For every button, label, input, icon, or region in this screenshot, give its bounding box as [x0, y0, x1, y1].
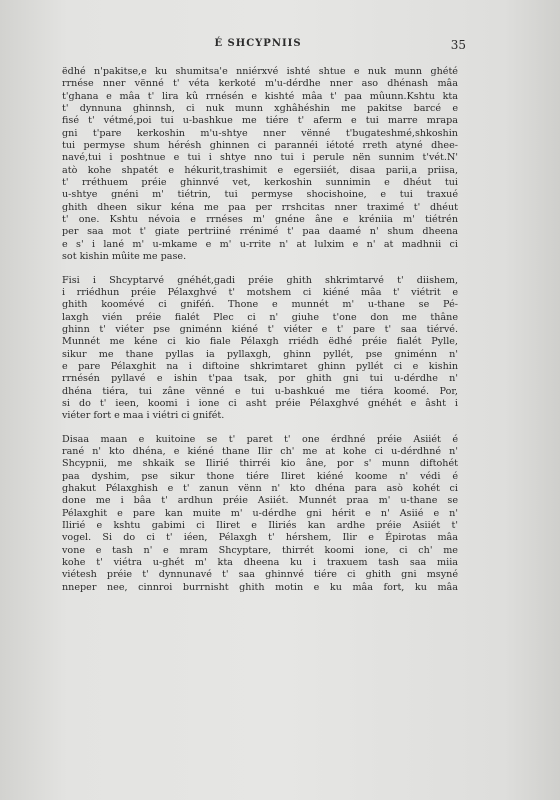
page-header — [58, 38, 466, 54]
text-line: i rriédhun préie Pélaxghvé t' motshem ci kiéné mâa t' viétrit e — [62, 286, 458, 298]
text-line: sikur me thane pyllas ia pyllaxgh, ghinn pyllét, pse gniménn n' — [62, 348, 458, 360]
text-line: gni t'pare kerkoshin m'u-shtye nner vënné t'bugateshmé,shkoshin — [62, 127, 458, 139]
text-line: nneper nee, cinnroi burrnisht ghith motin e ku mâa fort, ku mâa — [62, 581, 458, 593]
text-line: vone e tash n' e mram Shcyptare, thirrét koomi ione, ci ch' me — [62, 544, 458, 556]
text-line: Ilirié e kshtu gabimi ci Iliret e Iliriés kan ardhe préie Asiiét t' — [62, 520, 458, 532]
text-line: ëdhé n'pakitse,e ku shumitsa'e nniérxvé ishté shtue e nuk munn ghété — [62, 66, 458, 77]
text-line: vogel. Si do ci t' iéen, Pélaxgh t' hérshem, Ilir e Épirotas mâa — [62, 532, 458, 544]
text-line: si do t' ieen, koomi i ione ci asht préie Pélaxghvé gnéhét e âsht i — [62, 397, 458, 409]
text-line: e pare Pélaxghit na i diftoine shkrimtaret ghinn pyllét ci e kishin — [62, 360, 458, 372]
text-line: viétesh préie t' dynnunavé t' saa ghinnvé tiére ci ghith gni msyné — [62, 569, 458, 581]
text-line: per saa mot t' giate pertriiné rrénimé t' paa daamé n' shum dheena — [62, 226, 458, 238]
paragraph — [62, 434, 458, 594]
text-line: sot kishin mûite me pase. — [62, 251, 187, 263]
page-number: 35 — [450, 38, 466, 52]
text-line: t' rréthuem préie ghinnvé vet, kerkoshin sunnimin e dhéut tui — [62, 177, 458, 189]
text-line: paa dyshim, pse sikur thone tiére Iliret kiéné koome n' védi é — [62, 470, 458, 482]
text-line: navé,tui i poshtnue e tui i shtye nno tui i perule nën sunnim t'vét.N' — [62, 152, 458, 164]
text-line: viéter fort e maa i viétri ci gnifét. — [62, 410, 225, 422]
text-line: t' dynnuna ghinnsh, ci nuk munn xghâhéshin me pakitse barcé e — [62, 103, 458, 115]
text-line: rrnése nner vënné t' véta kerkoté m'u-dérdhe nner aso dhénash mâa — [62, 78, 458, 90]
text-line: Fisi i Shcyptarvé gnéhét,gadi préie ghith shkrimtarvé t' diishem, — [62, 274, 458, 286]
text-line: ghith koomévé ci gniféń. Thone e munnét m' u-thane se Pé- — [62, 299, 458, 311]
page-body — [62, 66, 458, 605]
text-line: u-shtye gnéni m' tiétrin, tui permyse shocishoine, e tui traxué — [62, 189, 458, 201]
text-line: e s' i lané m' u-mkame e m' u-rrite n' at lulxim e n' at madhnii ci — [62, 238, 458, 250]
text-line: Munnét me kéne ci kio fiale Pélaxgh rriédh ëdhé préie fialét Pylle, — [62, 336, 458, 348]
text-line: laxgh vién préie fialét Plec ci n' giuhe t'one don me thâne — [62, 311, 458, 323]
text-line: Disaa maan e kuitoine se t' paret t' one érdhné préie Asiiét é — [62, 433, 458, 445]
text-line: done me i bâa t' ardhun préie Asiiét. Munnét praa m' u-thane se — [62, 495, 458, 507]
text-line: t'ghana e mâa t' lira kû rrnésén e kishté mâa t' paa mûunn.Kshtu kta — [62, 90, 458, 102]
text-line: Pélaxghit e pare kan muite m' u-dérdhe gni hérit e n' Asiié e n' — [62, 507, 458, 519]
text-line: t' one. Kshtu névoia e rrnéses m' gnéne âne e kréniia m' tiétrén — [62, 214, 458, 226]
text-line: ghith dheen sikur kéna me paa per rrshcitas nner traximé t' dhéut — [62, 201, 458, 213]
text-line: tui permyse shum hérésh ghinnen ci parannéi iétoté rreth atyné dhee- — [62, 140, 458, 152]
paragraph — [62, 275, 458, 423]
text-line: rané n' kto dhéna, e kiéné thane Ilir ch' me at kohe ci u-dérdhné n' — [62, 445, 458, 457]
running-title: É SHCYPNIIS — [214, 38, 302, 49]
text-line: kohe t' viétra u-ghét m' kta dheena ku i traxuem tash saa miia — [62, 557, 458, 569]
text-line: rrnésén pyllavé e ishin t'paa tsak, por ghith gni tui u-dérdhe n' — [62, 373, 458, 385]
text-line: dhéna tiéra, tui zâne vënné e tui u-bashkué me tiéra koomé. Por, — [62, 385, 458, 397]
text-line: fisé t' vétmé,poi tui u-bashkue me tiére t' aferm e tui marre mrapa — [62, 115, 458, 127]
paragraph — [62, 66, 458, 264]
text-line: Shcypnii, me shkaik se Ilirié thirréi kio âne, por s' munn diftohét — [62, 458, 458, 470]
text-line: atò kohe shpatét e hékurit,trashimit e egersiiét, disaa parii,a priisa, — [62, 164, 458, 176]
text-line: ghinn t' viéter pse gniménn kiéné t' viéter e t' pare t' saa tiérvé. — [62, 323, 458, 335]
text-line: ghakut Pélaxghish e t' zanun vënn n' kto dhéna para asò kohét ci — [62, 483, 458, 494]
